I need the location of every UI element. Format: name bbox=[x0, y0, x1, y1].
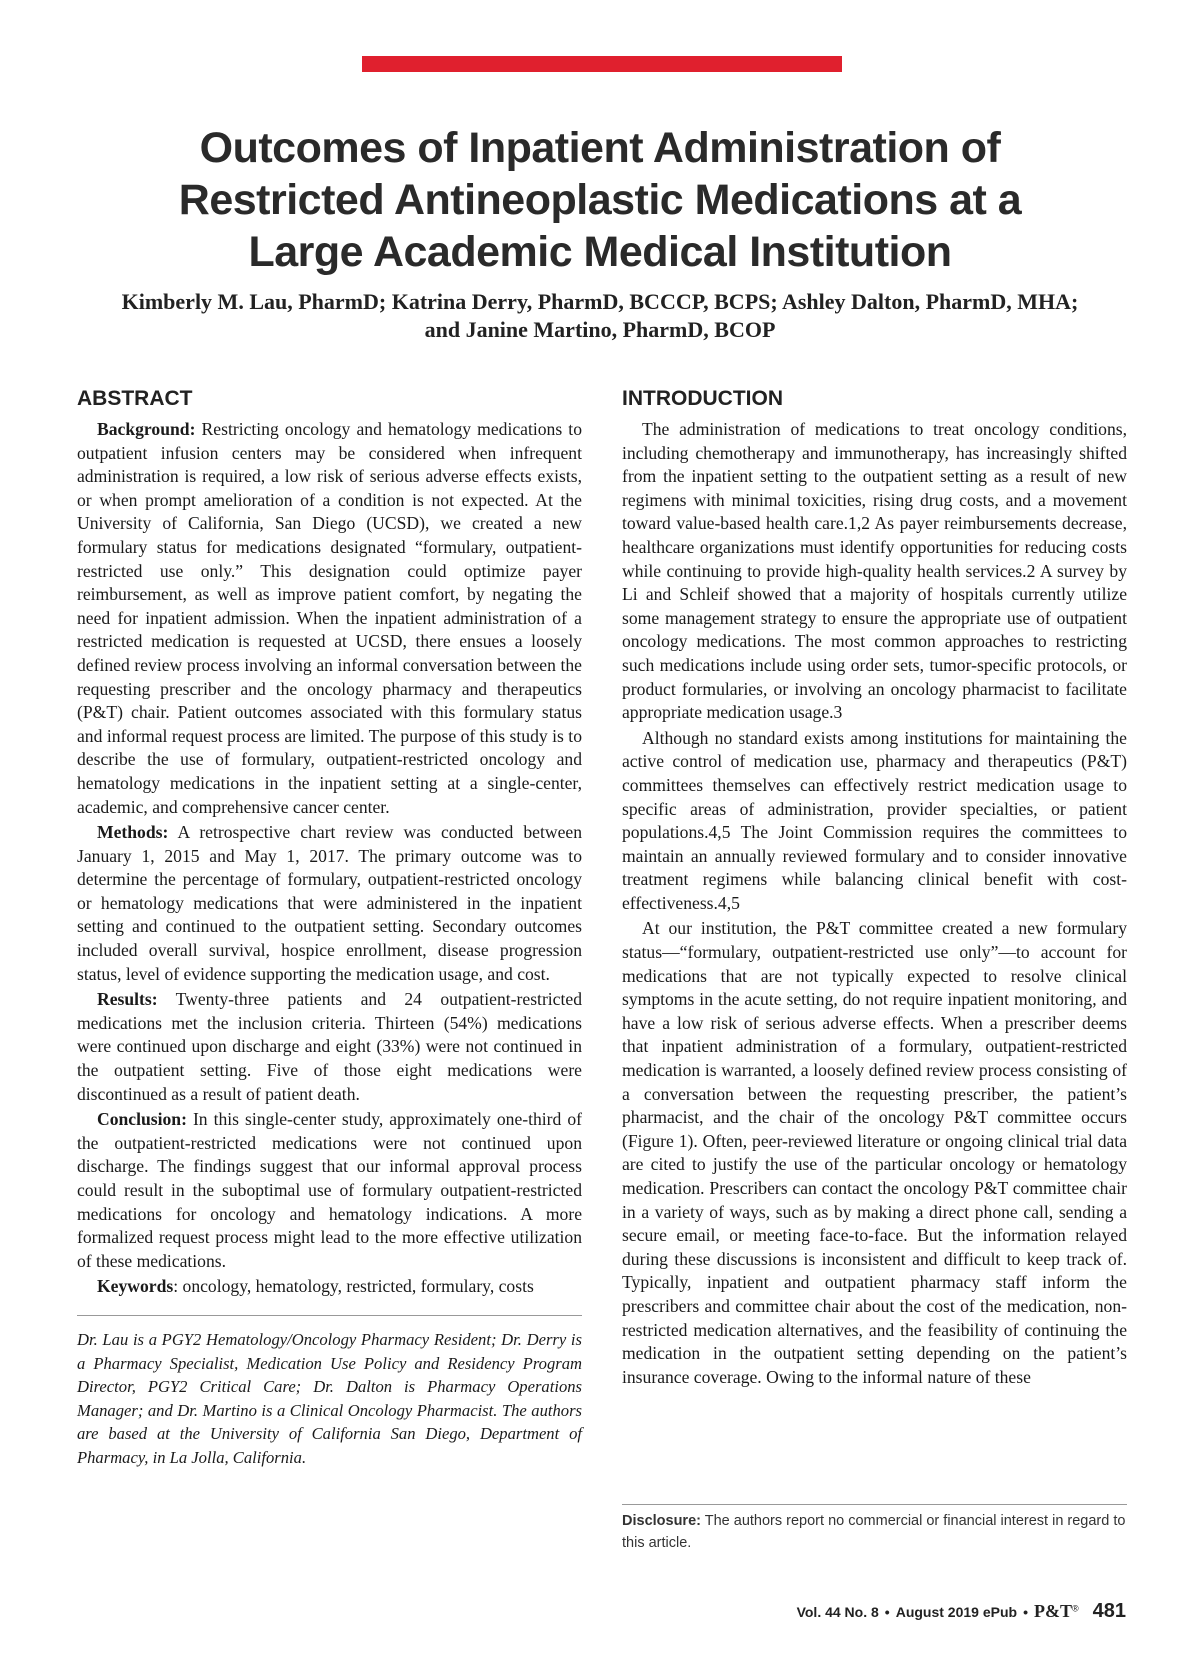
disclosure bbox=[622, 1510, 1127, 1554]
introduction-heading: INTRODUCTION bbox=[622, 387, 783, 410]
abstract-column bbox=[77, 386, 582, 1470]
methods-label: Methods: bbox=[97, 822, 169, 843]
abstract-heading: ABSTRACT bbox=[77, 387, 193, 410]
disclosure-label: Disclosure: bbox=[622, 1513, 701, 1529]
title-line: Large Academic Medical Institution bbox=[248, 228, 952, 276]
keywords-label: Keywords bbox=[97, 1276, 174, 1297]
disclosure-text: The authors report no commercial or financial interest in regard to this article. bbox=[622, 1513, 1126, 1551]
accent-bar bbox=[362, 56, 842, 72]
disclosure-block bbox=[622, 1510, 1127, 1554]
abstract-conclusion bbox=[77, 1108, 582, 1273]
introduction-column bbox=[622, 386, 1127, 1389]
abstract-methods bbox=[77, 821, 582, 986]
article-title bbox=[120, 122, 1080, 278]
title-line: Restricted Antineoplastic Medications at a bbox=[178, 176, 1022, 224]
abstract-body bbox=[77, 418, 582, 1299]
authors-line: Kimberly M. Lau, PharmD; Katrina Derry, PharmD, BCCCP, BCPS; Ashley Dalton, PharmD, MHA; bbox=[121, 289, 1079, 314]
footer-volume: Vol. 44 No. 8 bbox=[796, 1604, 879, 1620]
background-text: Restricting oncology and hematology medications to outpatient infusion centers may be considered when infrequent administration is required, a low risk of serious adverse effects exists, or when prompt amelioration of a condition is not expected. At the University of California, San Diego (UCSD), we created a new formulary status for medications designated “formulary, outpatient-restricted use only.” This designation could optimize payer reimbursement, as well as improve patient comfort, by negating the need for inpatient admission. When the inpatient administration of a restricted medication is requested at UCSD, there ensues a loosely defined review process involving an informal conversation between the requesting prescriber and the oncology pharmacy and therapeutics (P&T) chair. Patient outcomes associated with this formulary status and informal request process are limited. The purpose of this study is to describe the use of formulary, outpatient-restricted oncology and hematology medications in the inpatient setting at a single-center, academic, and comprehensive cancer center. bbox=[77, 419, 582, 817]
conclusion-text: In this single-center study, approximately one-third of the outpatient-restricted medications were not continued upon discharge. The findings suggest that our informal approval process could result in the suboptimal use of formulary outpatient-restricted medications for oncology and hematology indications. A more formalized request process might lead to the more effective utilization of these medications. bbox=[77, 1109, 582, 1271]
methods-text: A retrospective chart review was conducted between January 1, 2015 and May 1, 2017. The primary outcome was to determine the percentage of formulary, outpatient-restricted oncology or hematology medications that were administered in the inpatient setting and continued to the outpatient setting. Secondary outcomes included overall survival, hospice enrollment, disease progression status, level of evidence supporting the medication usage, and cost. bbox=[77, 822, 582, 984]
intro-paragraph-2: Although no standard exists among institutions for maintaining the active control of medication use, pharmacy and therapeutics (P&T) committees themselves can effectively restrict medication usage to specific areas of administration, provider specialties, or patient populations.4,5 The Joint Commission requires the committees to maintain an annually reviewed formulary and to consider innovative treatment regimens while balancing clinical benefit with cost-effectiveness.4,5 bbox=[622, 727, 1127, 913]
introduction-body bbox=[622, 418, 1127, 1389]
title-line: Outcomes of Inpatient Administration of bbox=[199, 124, 1001, 172]
author-list bbox=[60, 288, 1140, 344]
keywords-text: : oncology, hematology, restricted, formulary, costs bbox=[173, 1276, 534, 1297]
footer-date: August 2019 ePub bbox=[895, 1604, 1018, 1620]
authors-line: and Janine Martino, PharmD, BCOP bbox=[424, 317, 776, 342]
abstract-results bbox=[77, 988, 582, 1106]
results-label: Results: bbox=[97, 989, 158, 1010]
disclosure-divider bbox=[622, 1504, 1127, 1505]
footer-journal: P&T bbox=[1033, 1601, 1072, 1621]
footer-separator: • bbox=[1023, 1604, 1028, 1620]
footer-journal-mark: ® bbox=[1071, 1603, 1079, 1614]
page-footer bbox=[797, 1600, 1126, 1623]
intro-paragraph-1: The administration of medications to treat oncology conditions, including chemotherapy and immunotherapy, has increasingly shifted from the inpatient setting to the outpatient setting as a result of new regimens with minimal toxicities, rising drug costs, and a movement toward value-based health care.1,2 As payer reimbursements decrease, healthcare organizations must identify opportunities for reducing costs while continuing to provide high-quality health services.2 A survey by Li and Schleif showed that a majority of hospitals currently utilize some management strategy to ensure the appropriate use of outpatient oncology medications. The most common approaches to restricting such medications include using order sets, tumor-specific protocols, or product formularies, or involving an oncology pharmacist to facilitate appropriate medication usage.3 bbox=[622, 419, 1127, 723]
conclusion-label: Conclusion: bbox=[97, 1109, 187, 1130]
background-label: Background: bbox=[97, 419, 196, 439]
intro-paragraph-3: At our institution, the P&T committee created a new formulary status—“formulary, outpatient-restricted use only”—to account for medications that are not typically expected to resolve clinical symptoms in the acute setting, do not require inpatient monitoring, and have a low risk of serious adverse effects. When a prescriber deems that inpatient administration of a formulary, outpatient-restricted medication is warranted, a loosely defined review process consisting of a conversation between the requesting prescriber, the patient’s pharmacist, and the chair of the oncology P&T committee occurs (Figure 1). Often, peer-reviewed literature or ongoing clinical trial data are cited to justify the use of the particular oncology or hematology medication. Prescribers can contact the oncology P&T committee chair in a variety of ways, such as by making a direct phone call, sending a secure email, or meeting face-to-face. But the information relayed during these discussions is inconsistent and difficult to keep track of. Typically, inpatient and outpatient pharmacy staff inform the prescribers and committee chair about the cost of the medication, non-restricted medication alternatives, and the feasibility of continuing the medication in the outpatient setting depending on the patient’s insurance coverage. Owing to the informal nature of these bbox=[622, 918, 1127, 1387]
footer-separator: • bbox=[884, 1604, 890, 1620]
results-text: Twenty-three patients and 24 outpatient-restricted medications met the inclusion criteria. Thirteen (54%) medications were continued upon discharge and eight (33%) were not continued in the outpatient setting. Five of those eight medications were discontinued as a result of patient death. bbox=[77, 989, 582, 1104]
page-number: 481 bbox=[1092, 1600, 1126, 1622]
abstract-background bbox=[77, 418, 582, 819]
bio-divider bbox=[77, 1315, 582, 1316]
author-bio: Dr. Lau is a PGY2 Hematology/Oncology Pharmacy Resident; Dr. Derry is a Pharmacy Specialist, Medication Use Policy and Residency Program Director, PGY2 Critical Care; Dr. Dalton is Pharmacy Operations Manager; and Dr. Martino is a Clinical Oncology Pharmacist. The authors are based at the University of California San Diego, Department of Pharmacy, in La Jolla, California. bbox=[77, 1329, 582, 1467]
abstract-keywords bbox=[77, 1275, 582, 1299]
